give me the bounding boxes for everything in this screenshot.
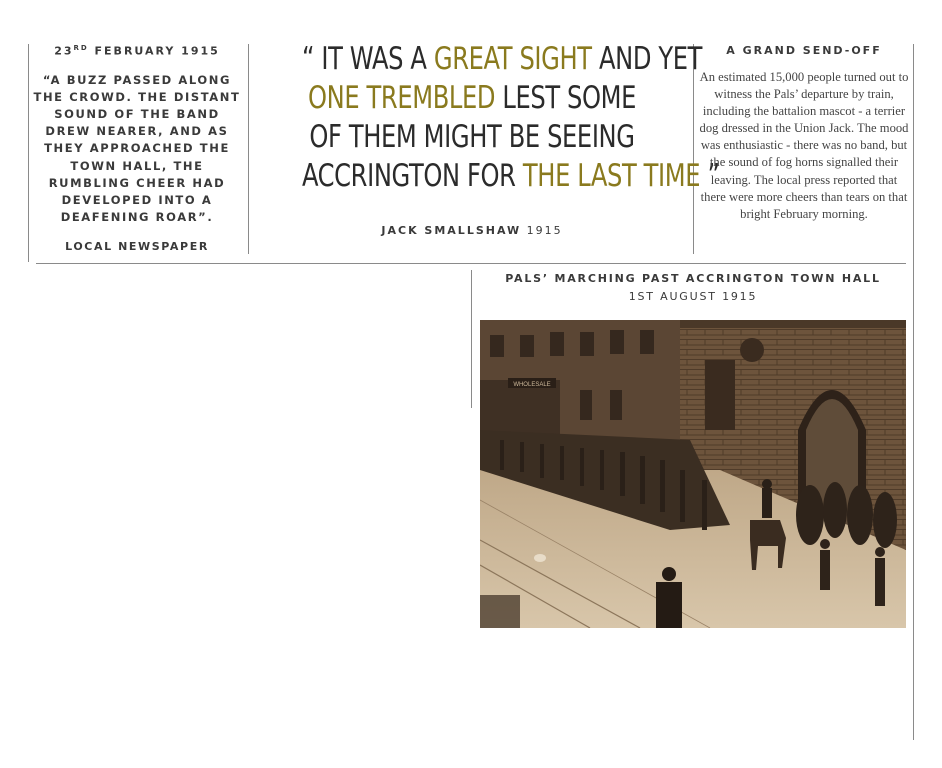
newspaper-quote: “A BUZZ PASSED ALONG THE CROWD. THE DISTANT SOUND OF THE BAND DREW NEARER, AND AS THEY APPROACHED THE TOWN HALL, THE RUMBLING CHEER HAD DEVELOPED INTO A DEAFENING ROAR”. xyxy=(33,72,241,225)
date-suffix: RD xyxy=(73,44,89,52)
quote-segment: “ IT WAS A xyxy=(301,41,434,77)
featured-quote xyxy=(301,40,720,196)
quote-segment: AND YET xyxy=(591,41,703,77)
quote-highlight: ONE TREMBLED xyxy=(308,80,496,116)
quote-segment: ACCRINGTON FOR xyxy=(301,158,523,194)
source-name: JACK SMALLSHAW xyxy=(381,224,522,237)
quote-highlight: GREAT SIGHT xyxy=(433,41,592,77)
featured-quote-line xyxy=(301,157,720,196)
send-off-body: An estimated 15,000 people turned out to witness the Pals’ departure by train, including the battalion mascot - a terrier dog dressed in the Union Jack. The mood was enthusiastic - there was no band, but the sound of fog horns signalled their leaving. The local press reported that there were more cheers than tears on that bright February morning. xyxy=(699,70,909,221)
featured-quote-line xyxy=(302,79,642,118)
shop-sign: WHOLESALE xyxy=(513,382,551,388)
newspaper-quote-column xyxy=(30,44,244,253)
newspaper-source: LOCAL NEWSPAPER xyxy=(65,240,209,254)
left-column-rule xyxy=(28,44,29,262)
right-edge-rule xyxy=(913,44,914,740)
featured-quote-line xyxy=(301,40,703,79)
featured-quote-source xyxy=(254,224,690,237)
horizontal-rule xyxy=(36,263,906,264)
photo-caption xyxy=(472,270,914,306)
date-rest: FEBRUARY 1915 xyxy=(88,44,220,58)
quote-segment: OF THEM MIGHT BE SEEING xyxy=(309,119,635,155)
quote-highlight: THE LAST TIME xyxy=(522,158,701,194)
quote-date xyxy=(30,44,244,58)
featured-quote-line xyxy=(302,118,642,157)
sepia-photo-illustration xyxy=(480,320,906,628)
date-day: 23 xyxy=(54,44,74,58)
photo-caption-title: PALS’ MARCHING PAST ACCRINGTON TOWN HALL xyxy=(505,272,881,285)
quote-segment: ” xyxy=(700,158,720,194)
quote-segment: LEST SOME xyxy=(495,80,636,116)
send-off-column xyxy=(698,44,910,223)
featured-quote-column xyxy=(254,40,720,237)
source-year: 1915 xyxy=(521,224,563,237)
left-divider-rule xyxy=(248,44,249,254)
photo-caption-date: 1ST AUGUST 1915 xyxy=(628,290,758,303)
town-hall-march-photo xyxy=(480,320,906,628)
send-off-title: A GRAND SEND-OFF xyxy=(726,44,882,57)
